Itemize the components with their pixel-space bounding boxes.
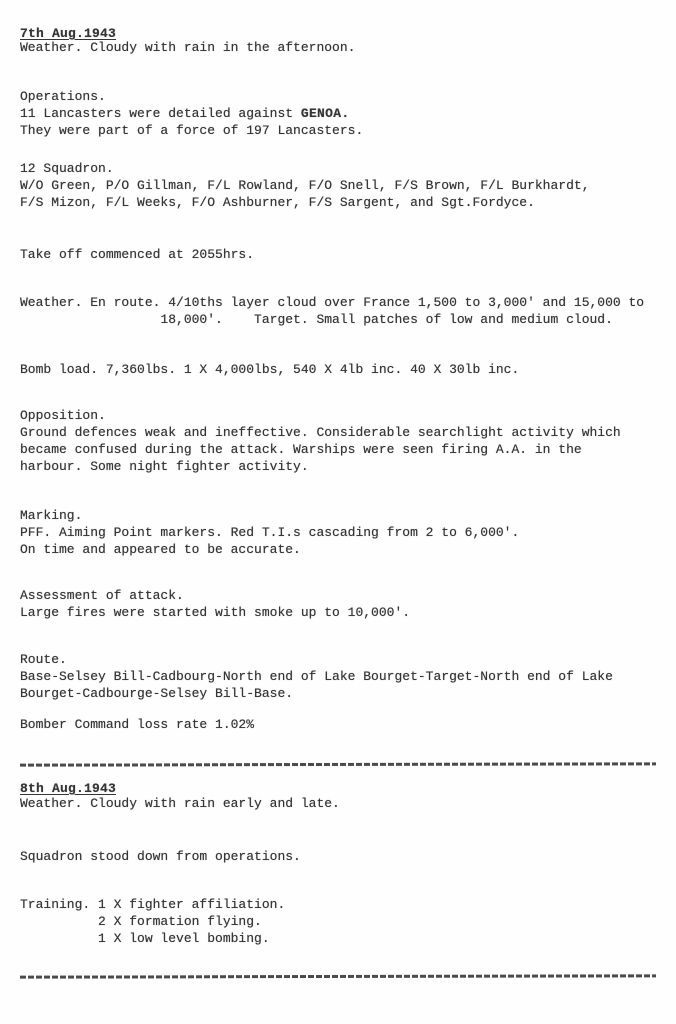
text-line: Weather. En route. 4/10ths layer cloud over France 1,500 to 3,000' and 15,000 to (20, 295, 645, 310)
text-line: Weather. Cloudy with rain in the afternoon. (20, 40, 356, 55)
operations-section (20, 88, 363, 139)
text-line: 12 Squadron. (20, 161, 114, 176)
text-line: Bomb load. 7,360lbs. 1 X 4,000lbs, 540 X 4lb inc. 40 X 30lb inc. (20, 362, 520, 377)
entry-divider (20, 762, 656, 766)
assessment-section (20, 587, 410, 621)
text-line: harbour. Some night fighter activity. (20, 459, 309, 474)
stood-down-note (20, 848, 301, 865)
text-line: became confused during the attack. Warships were seen firing A.A. in the (20, 442, 582, 457)
text-line: Weather. Cloudy with rain early and late. (20, 796, 340, 811)
text-line: Operations. (20, 89, 106, 104)
opposition-section (20, 407, 621, 475)
text-line: Training. 1 X fighter affiliation. (20, 897, 286, 912)
text-line: Squadron stood down from operations. (20, 849, 301, 864)
training-section (20, 896, 285, 947)
text-line: Bourget-Cadbourge-Selsey Bill-Base. (20, 686, 294, 701)
text-line: Base-Selsey Bill-Cadbourg-North end of Lake Bourget-Target-North end of Lake (20, 669, 613, 684)
text-line: Marking. (20, 508, 83, 523)
text-line: 11 Lancasters were detailed against GENOA. (20, 106, 350, 121)
text-line: Assessment of attack. (20, 588, 184, 603)
weather-en-route-section (20, 294, 644, 328)
text-line: 2 X formation flying. (20, 914, 262, 929)
take-off-note (20, 246, 254, 263)
text-line: On time and appeared to be accurate. (20, 542, 301, 557)
bomb-load-note (20, 361, 519, 378)
loss-rate-note (20, 716, 254, 733)
text-line: Opposition. (20, 408, 106, 423)
text-line: 8th Aug.1943 (20, 781, 117, 796)
text-line: Route. (20, 652, 67, 667)
text-line: Large fires were started with smoke up to 10,000'. (20, 605, 411, 620)
weather-note (20, 39, 355, 56)
marking-section (20, 507, 519, 558)
text-line: PFF. Aiming Point markers. Red T.I.s cascading from 2 to 6,000'. (20, 525, 520, 540)
squadron-crews-section (20, 160, 590, 211)
text-line: F/S Mizon, F/L Weeks, F/O Ashburner, F/S Sargent, and Sgt.Fordyce. (20, 195, 535, 210)
text-line: 1 X low level bombing. (20, 931, 270, 946)
route-section (20, 651, 613, 702)
text-line: Take off commenced at 2055hrs. (20, 247, 255, 262)
text-line: 18,000'. Target. Small patches of low and medium cloud. (20, 312, 613, 327)
text-line: They were part of a force of 197 Lancasters. (20, 123, 364, 138)
text-line: W/O Green, P/O Gillman, F/L Rowland, F/O Snell, F/S Brown, F/L Burkhardt, (20, 178, 590, 193)
text-line: Bomber Command loss rate 1.02% (20, 717, 255, 732)
text-line: 7th Aug.1943 (20, 26, 117, 41)
entry-divider (20, 974, 656, 978)
text-line: Ground defences weak and ineffective. Considerable searchlight activity which (20, 425, 621, 440)
weather-note-8th (20, 795, 340, 812)
